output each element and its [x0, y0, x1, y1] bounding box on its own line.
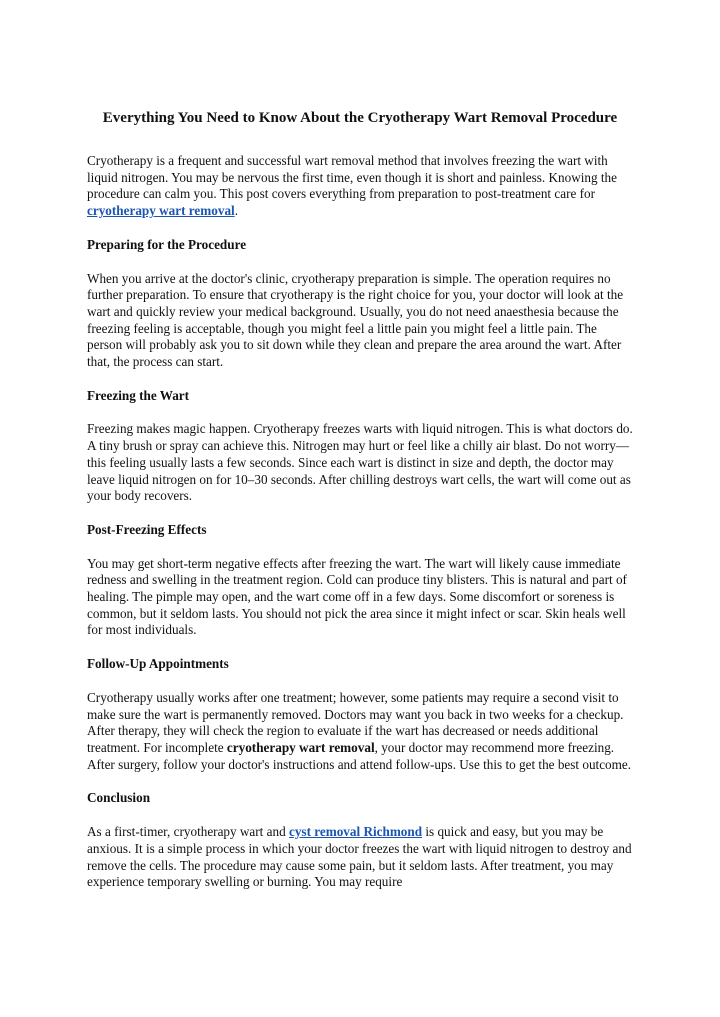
- document-title: Everything You Need to Know About the Cryotherapy Wart Removal Procedure: [102, 110, 618, 126]
- follow-up-bold-keyword: cryotherapy wart removal: [226, 739, 375, 755]
- cryotherapy-wart-removal-link[interactable]: cryotherapy wart removal: [87, 203, 235, 219]
- section-body-freezing: Freezing makes magic happen. Cryotherapy freezes warts with liquid nitrogen. This is what doctors do. A tiny brush or spray can achieve this. Nitrogen may hurt or feel like a chilly air blast. Do not worry—this feeling usually lasts a few seconds. Since each wart is distinct in size and depth, the doctor may leave liquid nitrogen on for 10–30 seconds. After chilling destroys wart cells, the wart will come out as your body recovers.: [87, 421, 633, 504]
- section-body-follow-up: [87, 690, 635, 774]
- conclusion-text: As a first-timer, cryotherapy wart and: [87, 824, 289, 840]
- section-heading-freezing: Freezing the Wart: [87, 387, 190, 403]
- conclusion-text-end: is quick and easy, but you may be anxious. It is a simple process in which your doctor freezes the wart with liquid nitrogen to destroy and remove the cells. The procedure may cause some pain, but it seldom lasts. After treatment, you may experience temporary swelling or burning. You may require: [87, 824, 632, 890]
- section-heading-preparing: Preparing for the Procedure: [87, 236, 247, 252]
- intro-text: Cryotherapy is a frequent and successful wart removal method that involves freezing the wart with liquid nitrogen. You may be nervous the first time, even though it is short and painless. Knowing the procedure can calm you. This post covers everything from preparation to post-treatment care for: [87, 153, 618, 202]
- intro-paragraph: [87, 153, 635, 220]
- section-body-conclusion: [87, 824, 635, 891]
- section-heading-conclusion: Conclusion: [87, 790, 151, 806]
- follow-up-text: Cryotherapy usually works after one treatment; however, some patients may require a second visit to make sure the wart is permanently removed. Doctors may want you back in two weeks for a checkup. After therapy, they will check the region to evaluate if the wart has decreased or needs additional treatment. For incomplete: [87, 689, 624, 755]
- document-page: [87, 108, 635, 908]
- intro-text-end: .: [234, 203, 238, 219]
- section-body-preparing: When you arrive at the doctor's clinic, cryotherapy preparation is simple. The operation requires no further preparation. To ensure that cryotherapy is the right choice for you, your doctor will look at the wart and quickly review your medical background. Usually, you do not need anaesthesia because the freezing feeling is acceptable, though you might feel a little pain you might feel a little pain. The person will probably ask you to sit down while they clean and prepare the area around the wart. After that, the process can start.: [87, 270, 624, 370]
- section-heading-post-freezing: Post-Freezing Effects: [87, 521, 207, 537]
- section-heading-follow-up: Follow-Up Appointments: [87, 656, 229, 672]
- cyst-removal-richmond-link[interactable]: cyst removal Richmond: [288, 824, 423, 840]
- section-body-post-freezing: You may get short-term negative effects after freezing the wart. The wart will likely cause immediate redness and swelling in the treatment region. Cold can produce tiny blisters. This is natural and part of healing. The pimple may open, and the wart come off in a few days. Some discomfort or soreness is common, but it seldom lasts. You should not pick the area since it might infect or scar. Skin heals well for most individuals.: [87, 555, 627, 638]
- follow-up-text-end: , your doctor may recommend more freezing. After surgery, follow your doctor's instructions and attend follow-ups. Use this to get the best outcome.: [87, 739, 632, 772]
